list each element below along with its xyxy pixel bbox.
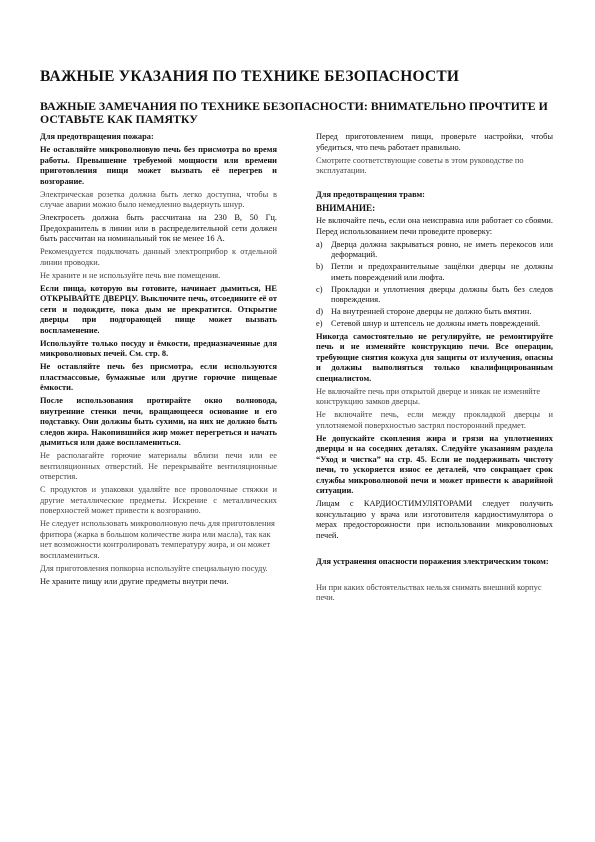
paragraph: Рекомендуется подключать данный электроприбор к отдельной линии проводки. <box>40 247 277 267</box>
list-item <box>316 307 553 318</box>
spacer <box>316 179 553 190</box>
paragraph: С продуктов и упаковки удаляйте все проволочные стяжки и другие металлические предметы. Искрение с металлических поверхностей может привести к возгоранию. <box>40 485 277 515</box>
paragraph: Не включайте печь, если между прокладкой дверцы и уплотняемой поверхностью застрял посторонний предмет. <box>316 410 553 430</box>
right-column <box>316 132 553 606</box>
paragraph: Ни при каких обстоятельствах нельзя снимать внешний корпус печи. <box>316 582 542 602</box>
paragraph: Используйте только посуду и ёмкости, предназначенные для микроволновых печей. См. стр. 8. <box>40 338 277 358</box>
warning-label: ВНИМАНИЕ: <box>316 203 376 213</box>
paragraph: Не включайте печь, если она неисправна или работает со сбоями. Перед использованием печи проведите проверку: <box>316 216 553 236</box>
list-text: Петли и предохранительные защёлки дверцы не должны иметь повреждений или люфта. <box>331 262 553 282</box>
electric-shock-heading: Для устранения опасности поражения электрическим током: <box>316 556 549 566</box>
door-checklist <box>316 240 553 330</box>
paragraph: Не храните пищу или другие предметы внутри печи. <box>40 576 229 586</box>
list-item <box>316 319 553 330</box>
spacer <box>316 570 553 583</box>
paragraph: Если пища, которую вы готовите, начинает дымиться, НЕ ОТКРЫВАЙТЕ ДВЕРЦУ. Выключите печь, отсоедините её от сети и подождите, пока дым не прекратится. Открытие дверцы при подгорающей пище может вызвать воспламенение. <box>40 283 277 335</box>
paragraph: Не следует использовать микроволновую печь для приготовления фритюра (жарка в большом количестве жира или масла), так как нет возможности контролировать температуру жира, и он может воспламениться. <box>40 519 275 560</box>
paragraph: Не оставляйте микроволновую печь без присмотра во время работы. Превышение требуемой мощности или времени приготовления пищи может вызвать её перегрев и возгорание. <box>40 145 277 186</box>
list-marker: a) <box>316 239 323 249</box>
list-text: На внутренней стороне дверцы не должно быть вмятин. <box>331 307 532 316</box>
paragraph: Лицам с КАРДИОСТИМУЛЯТОРАМИ следует получить консультацию у врача или изготовителя кардиостимулятора о мерах предосторожности при использовании микроволновых печей. <box>316 499 553 540</box>
fire-prevention-heading: Для предотвращения пожара: <box>40 132 154 141</box>
paragraph: Перед приготовлением пищи, проверьте настройки, чтобы убедиться, что печь работает правильно. <box>316 132 553 152</box>
list-text: Прокладки и уплотнения дверцы должны быть без следов повреждения. <box>331 284 553 304</box>
list-marker: d) <box>316 307 323 316</box>
list-text: Сетевой шнур и штепсель не должны иметь повреждений. <box>331 319 541 328</box>
list-item <box>316 262 553 283</box>
list-item <box>316 240 553 261</box>
paragraph: Смотрите соответствующие советы в этом руководстве по эксплуатации. <box>316 155 524 175</box>
paragraph: Не располагайте горючие материалы вблизи печи или ее вентиляционных отверстий. Не перекрывайте вентиляционные отверстия. <box>40 451 277 481</box>
paragraph: Не храните и не используйте печь вне помещения. <box>40 270 221 280</box>
page-subtitle: ВАЖНЫЕ ЗАМЕЧАНИЯ ПО ТЕХНИКЕ БЕЗОПАСНОСТИ: ВНИМАТЕЛЬНО ПРОЧТИТЕ И ОСТАВЬТЕ КАК ПАМЯТКУ <box>40 99 548 126</box>
paragraph: Электросеть должна быть рассчитана на 230 В, 50 Гц. Предохранитель в линии или в распределительной сети должен быть рассчитан на номинальный ток не менее 16 А. <box>40 213 277 243</box>
injury-prevention-heading: Для предотвращения травм: <box>316 190 425 199</box>
list-item <box>316 285 553 306</box>
list-marker: b) <box>316 262 323 271</box>
list-marker: c) <box>316 284 323 294</box>
paragraph: Не включайте печь при открытой дверце и никак не изменяйте конструкцию замков дверцы. <box>316 386 541 406</box>
paragraph: Электрическая розетка должна быть легко доступна, чтобы в случае аварии можно было немедленно выдернуть шнур. <box>40 189 277 209</box>
paragraph: Не допускайте скопления жира и грязи на уплотнениях дверцы и на соседних деталях. Следуйте указаниям раздела “Уход и чистка” на стр. 45. Если не поддерживать чистоту печи, то ускоряется износ ее деталей, что сокращает срок службы микроволновой печи и может привести к аварийной ситуации. <box>316 433 553 495</box>
left-column <box>40 132 277 590</box>
list-text: Дверца должна закрываться ровно, не иметь перекосов или деформаций. <box>331 239 553 259</box>
list-marker: e) <box>316 319 323 328</box>
spacer <box>316 544 553 557</box>
paragraph: Для приготовления попкорна используйте специальную посуду. <box>40 563 268 573</box>
paragraph: После использования протирайте окно волновода, внутренние стенки печи, вращающееся основание и его подставку. Они должны быть сухими, на них не должно быть следов жира. Накопившийся жир может перегреться и начать дымиться или даже воспламениться. <box>40 396 277 447</box>
paragraph: Не оставляйте печь без присмотра, если используются пластмассовые, бумажные или другие горючие пищевые ёмкости. <box>40 362 277 392</box>
paragraph: Никогда самостоятельно не регулируйте, не ремонтируйте печь и не изменяйте конструкцию печи. Все операции, требующие снятия кожуха для защиты от излучения, опасны и должны выполняться только квалифицированным специалистом. <box>316 331 553 383</box>
page-title: ВАЖНЫЕ УКАЗАНИЯ ПО ТЕХНИКЕ БЕЗОПАСНОСТИ <box>40 68 460 85</box>
